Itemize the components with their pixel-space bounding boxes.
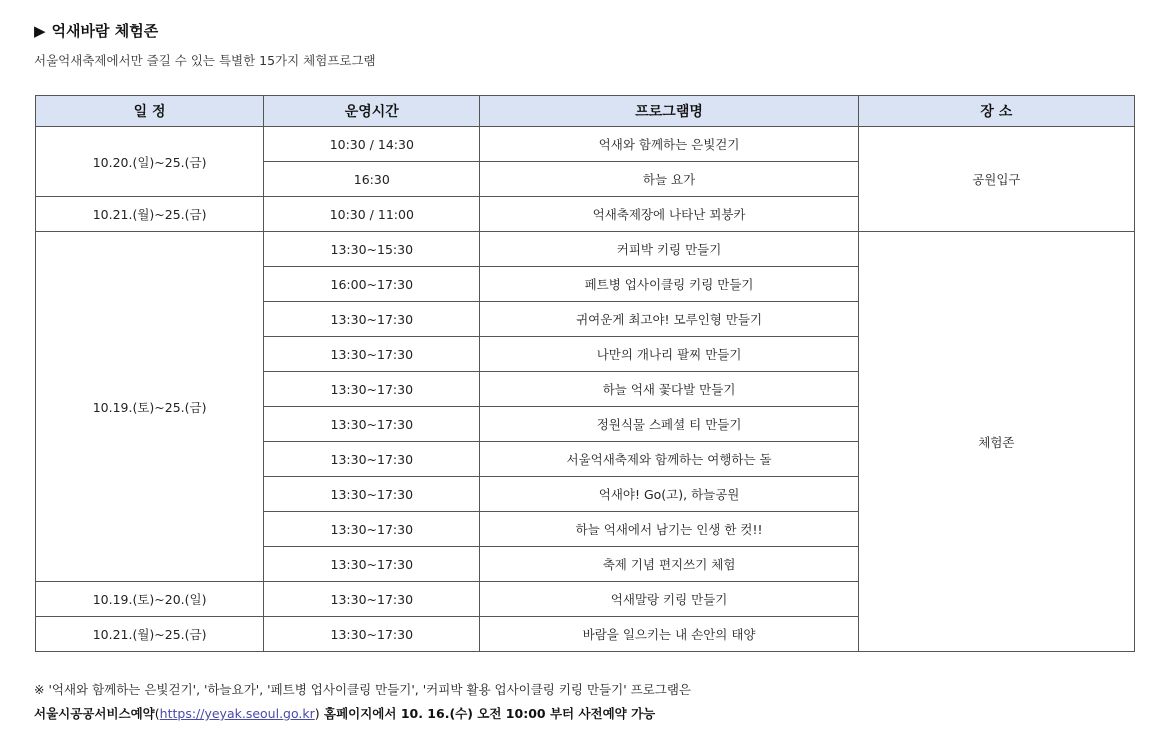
program-cell: 나만의 개나리 팔찌 만들기 xyxy=(480,337,858,372)
program-cell: 억새와 함께하는 은빛걷기 xyxy=(480,127,858,162)
paren-open: ( xyxy=(154,706,160,721)
program-cell: 억새야! Go(고), 하늘공원 xyxy=(480,477,858,512)
program-cell: 바람을 일으키는 내 손안의 태양 xyxy=(480,617,858,652)
program-cell: 억새말랑 키링 만들기 xyxy=(480,582,858,617)
reservation-note xyxy=(34,704,655,722)
date-cell: 10.21.(월)~25.(금) xyxy=(36,197,264,232)
header-program: 프로그램명 xyxy=(480,96,858,127)
time-cell: 10:30 / 14:30 xyxy=(264,127,480,162)
time-cell: 10:30 / 11:00 xyxy=(264,197,480,232)
footnote: ※ '억새와 함께하는 은빛걷기', '하늘요가', '페트병 업사이클링 만들기', '커피박 활용 업사이클링 키링 만들기' 프로그램은 xyxy=(34,682,691,697)
service-name: 서울시공공서비스예약 xyxy=(34,706,155,721)
program-cell: 하늘 억새에서 남기는 인생 한 컷!! xyxy=(480,512,858,547)
program-cell: 정원식물 스페셜 티 만들기 xyxy=(480,407,858,442)
time-cell: 13:30~17:30 xyxy=(264,337,480,372)
schedule-table xyxy=(35,95,1135,652)
program-cell: 축제 기념 편지쓰기 체험 xyxy=(480,547,858,582)
homepage-text: 홈페이지에서 xyxy=(319,706,401,721)
reservation-link[interactable]: https://yeyak.seoul.go.kr xyxy=(159,706,315,721)
time-cell: 13:30~17:30 xyxy=(264,512,480,547)
time-cell: 13:30~17:30 xyxy=(264,477,480,512)
header-date: 일 정 xyxy=(36,96,264,127)
table-header-row xyxy=(36,96,1135,127)
reservation-date: 10. 16.(수) 오전 10:00 부터 사전예약 가능 xyxy=(400,706,656,721)
program-cell: 페트병 업사이클링 키링 만들기 xyxy=(480,267,858,302)
triangle-right-icon: ▶ xyxy=(34,22,46,40)
place-cell: 체험존 xyxy=(858,232,1134,652)
table-row xyxy=(36,232,1135,267)
section-title-text: 억새바람 체험존 xyxy=(51,22,159,40)
time-cell: 16:00~17:30 xyxy=(264,267,480,302)
time-cell: 13:30~17:30 xyxy=(264,582,480,617)
date-cell: 10.19.(토)~20.(일) xyxy=(36,582,264,617)
section-title xyxy=(34,20,158,41)
time-cell: 13:30~17:30 xyxy=(264,302,480,337)
program-cell: 하늘 요가 xyxy=(480,162,858,197)
program-cell: 하늘 억새 꽃다발 만들기 xyxy=(480,372,858,407)
time-cell: 13:30~17:30 xyxy=(264,617,480,652)
program-cell: 귀여운게 최고야! 모루인형 만들기 xyxy=(480,302,858,337)
program-cell: 억새축제장에 나타난 꾀붕카 xyxy=(480,197,858,232)
header-time: 운영시간 xyxy=(264,96,480,127)
time-cell: 13:30~17:30 xyxy=(264,442,480,477)
section-subtitle: 서울억새축제에서만 즐길 수 있는 특별한 15가지 체험프로그램 xyxy=(34,53,376,68)
time-cell: 13:30~15:30 xyxy=(264,232,480,267)
time-cell: 13:30~17:30 xyxy=(264,547,480,582)
paren-close: ) xyxy=(314,706,320,721)
time-cell: 16:30 xyxy=(264,162,480,197)
time-cell: 13:30~17:30 xyxy=(264,407,480,442)
table-row xyxy=(36,127,1135,162)
header-place: 장 소 xyxy=(858,96,1134,127)
program-cell: 커피박 키링 만들기 xyxy=(480,232,858,267)
time-cell: 13:30~17:30 xyxy=(264,372,480,407)
date-cell: 10.20.(일)~25.(금) xyxy=(36,127,264,197)
place-cell: 공원입구 xyxy=(858,127,1134,232)
date-cell: 10.21.(월)~25.(금) xyxy=(36,617,264,652)
date-cell: 10.19.(토)~25.(금) xyxy=(36,232,264,582)
program-cell: 서울억새축제와 함께하는 여행하는 돌 xyxy=(480,442,858,477)
